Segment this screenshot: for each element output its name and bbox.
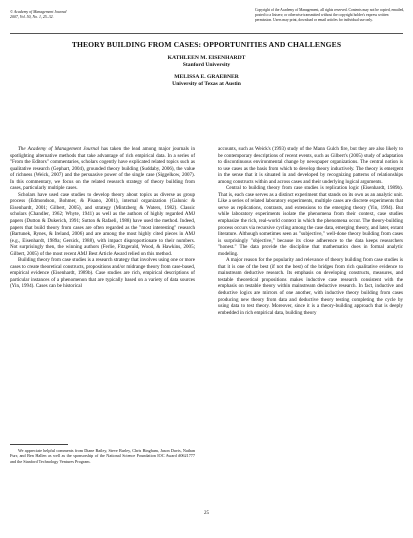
body-paragraph: Building theory from case studies is a research strategy that involves using one or more cases to create theoretical constructs, propositions and/or midrange theory from case-based, empirical evidence (Eisenhardt, 1989b). Case studies are rich, empirical descriptions of particular instances of a phenomenon that are typically based on a variety of data sources (Yin, 1994). Cases can be historical [10,257,195,290]
footnote-rule [10,444,68,445]
body-paragraph: accounts, such as Weick's (1993) study of the Mann Gulch fire, but they are also likely to be contemporary descriptions of recent events, such as Gilbert's (2005) study of adaptation to discontinuous environmental change by newspaper organizations. The central notion is to use cases as the basis from which to develop theory inductively. The theory is emergent in the sense that it is situated in and developed by recognizing patterns of relationships among constructs within and across cases and their underlying logical arguments. [218,146,403,185]
author-affiliation-2: University of Texas at Austin [172,80,241,87]
page-number: 25 [204,511,209,516]
header-rule [10,33,403,34]
article-title: THEORY BUILDING FROM CASES: OPPORTUNITIES AND CHALLENGES [71,40,342,49]
author-affiliation-1: Stanford University [182,61,231,68]
paragraph-text: has taken the lead among major journals in spotlighting alternative methods that take advantage of rich empirical data. In a series of "From the Editors" commentaries, scholars cogently have explicated related topics such as qualitative research (Gephart, 2004), grounded theory building (Suddaby, 2006), the value of richness (Weick, 2007) and the persuasive power of the single case (Siggelkow, 2007). In this commentary, we focus on the related research strategy of theory building from cases, particularly multiple cases. [10,146,196,192]
right-column [218,146,403,316]
journal-header [10,10,160,20]
body-paragraph [10,146,195,192]
body-paragraph: Scholars have used case studies to develop theory about topics as diverse as group process (Edmondson, Bohmer, & Pisano, 2001), internal organization (Galunic & Eisenhardt, 2001; Gilbert, 2005), and strategy (Mintzberg & Waters, 1982). Classic scholars (Chandler, 1962; Whyte, 1941) as well as the authors of highly regarded AMJ papers (Dutton & Dukerich, 1991; Sutton & Rafaeli, 1988) have used the method. Indeed, papers that build theory from cases are often regarded as the "most interesting" research (Bartunek, Rynes, & Ireland, 2006) and are among the most highly cited pieces in AMJ (e.g., Eisenhardt, 1989a; Gersick, 1988), with impact disproportionate to their numbers. Not surprisingly then, the winning authors (Ferlie, Fitzgerald, Wood, & Hawkins, 2005; Gilbert, 2005) of the most recent AMJ Best Article Award relied on this method. [10,191,195,257]
author-name-2: MELISSA E. GRAEBNER [174,73,239,80]
body-paragraph: Central to building theory from case studies is replication logic (Eisenhardt, 1989b). That is, each case serves as a distinct experiment that stands on its own as an analytic unit. Like a series of related laboratory experiments, multiple cases are discrete experiments that serve as replications, contrasts, and extensions to the emerging theory (Yin, 1994). But while laboratory experiments isolate the phenomena from their context, case studies emphasize the rich, real-world context in which the phenomena occur. The theory-building process occurs via recursive cycling among the case data, emerging theory, and later, extant literature. Although sometimes seen as "subjective," well-done theory building from cases is surprisingly "objective," because its close adherence to the data keeps researchers "honest." The data provide the discipline that mathematics does in formal analytic modeling. [218,185,403,257]
author-name-1: KATHLEEN M. EISENHARDT [167,54,246,61]
journal-title-italic: The Academy of Management Journal [18,146,99,152]
body-paragraph: A major reason for the popularity and relevance of theory building from case studies is that it is one of the best (if not the best) of the bridges from rich qualitative evidence to mainstream deductive research. Its emphasis on developing constructs, measures, and testable theoretical propositions makes inductive case research consistent with the emphasis on testable theory within mainstream deductive research. In fact, inductive and deductive logics are mirrors of one another, with inductive theory building from cases producing new theory from data and deductive theory testing completing the cycle by using data to test theory. Moreover, since it is a theory-building approach that is deeply embedded in rich empirical data, building theory [218,257,403,316]
title-block [10,40,403,88]
copyright-notice: Copyright of the Academy of Management, all rights reserved. Contents may not be copied, emailed, posted to a listserv, or otherwise transmitted without the copyright holder's express written permission. Users may print, download or email articles for individual use only. [255,8,405,22]
journal-citation: 2007, Vol. 50, No. 1, 25–32. [10,15,54,19]
acknowledgement-footnote: We appreciate helpful comments from Diane Bailey, Steve Barley, Chris Bingham, Jason Davis, Nathan Furr, and Ben Hallen as well as the sponsorship of the National Science Foundation IOC Award #0621777 and the Stanford Technology Ventures Program. [10,448,195,464]
journal-name: © Academy of Management Journal [10,10,67,14]
left-column [10,146,195,290]
